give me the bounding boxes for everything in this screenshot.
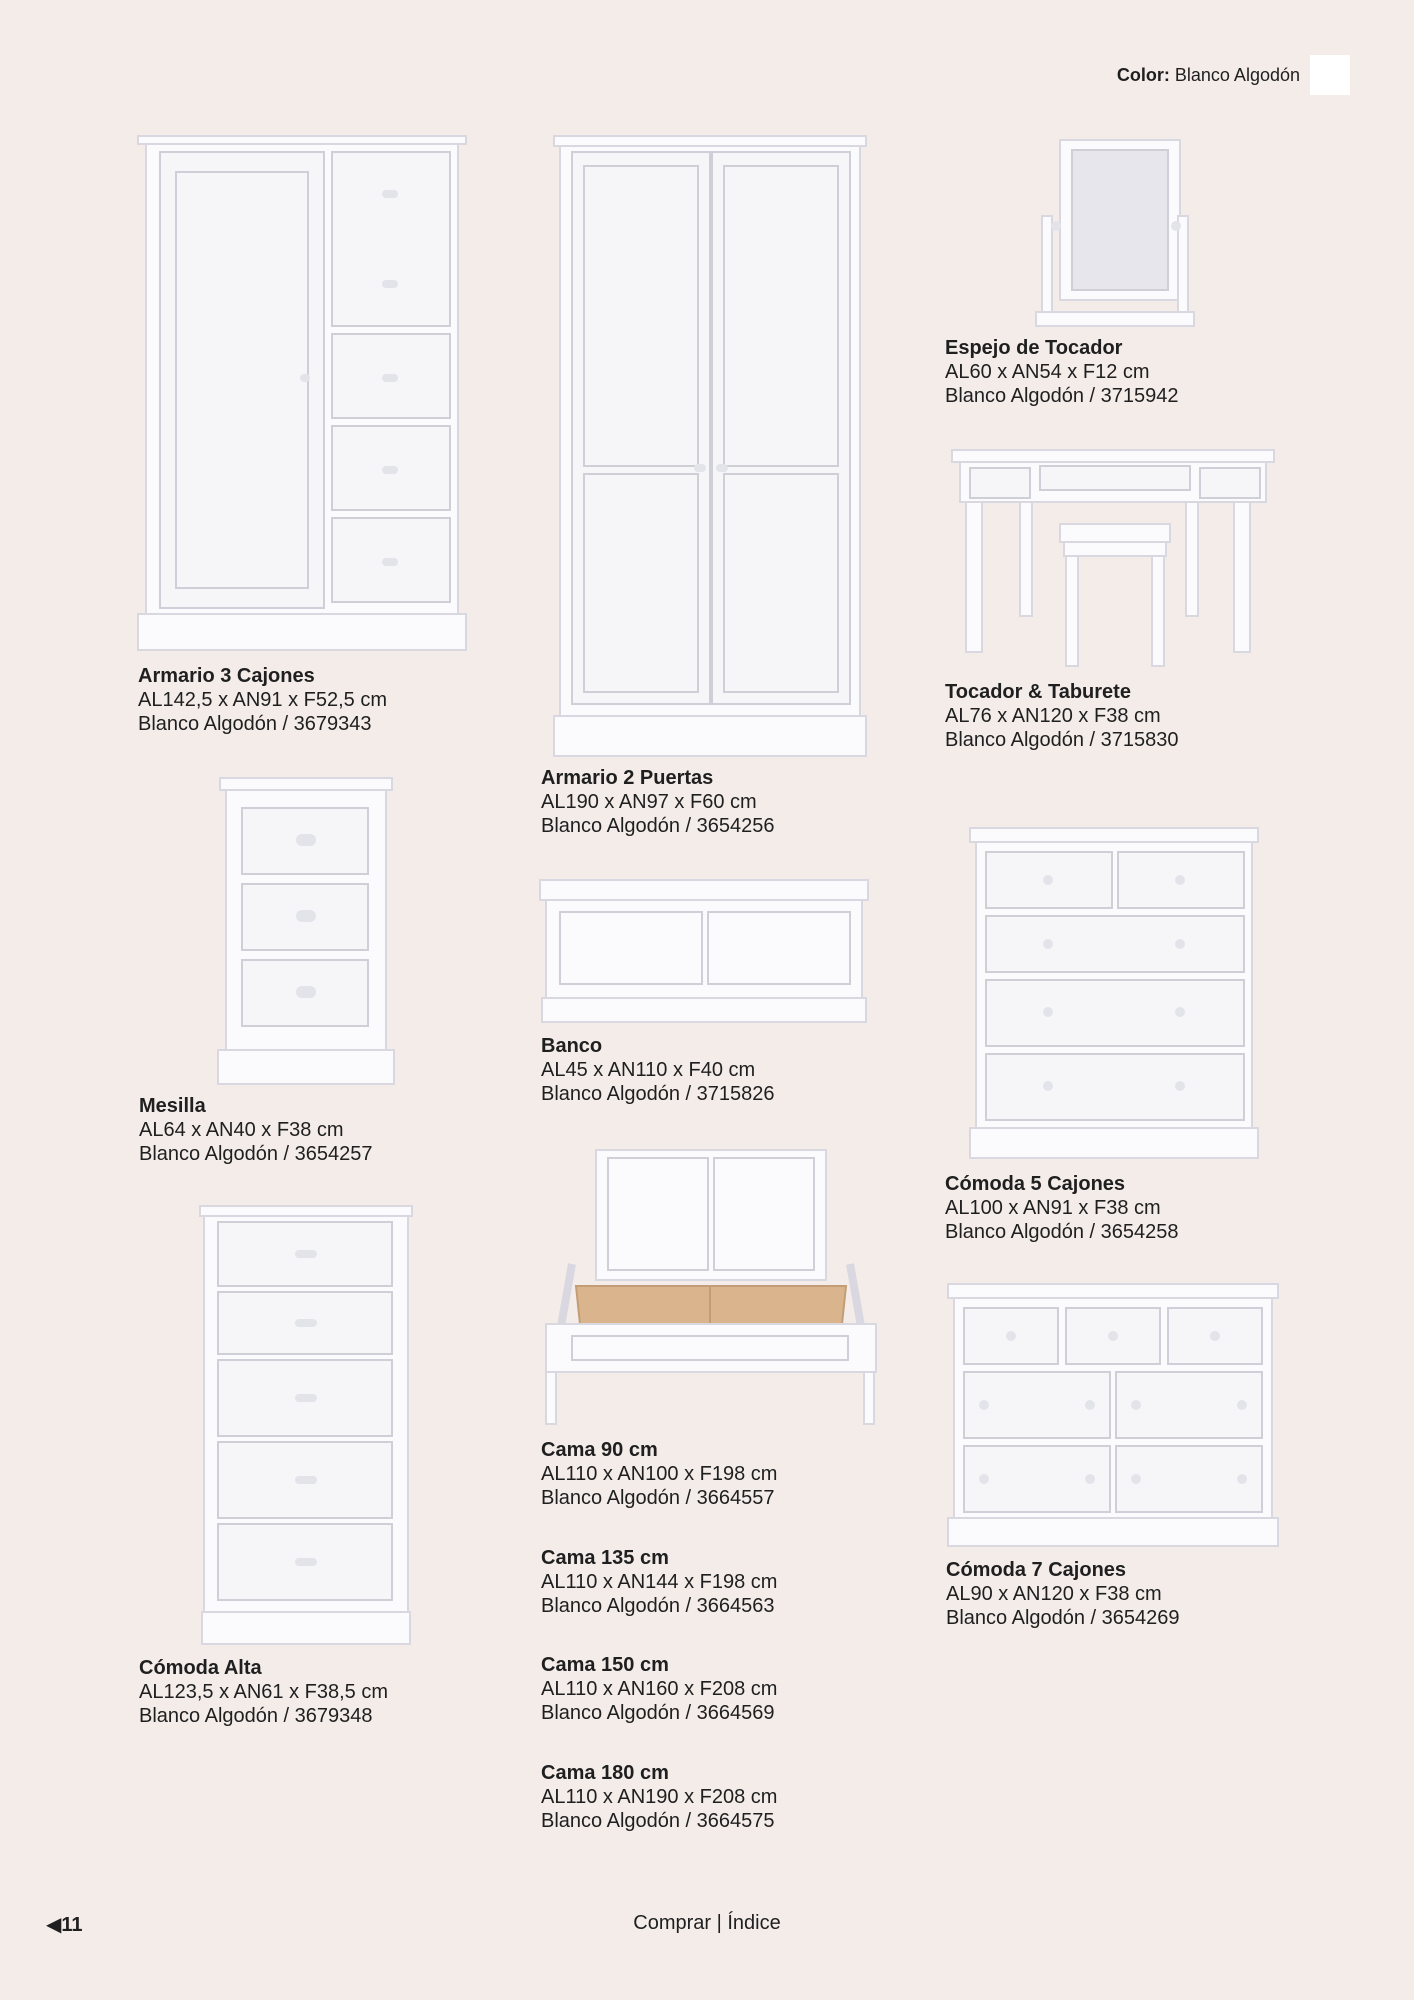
- product-name: Armario 2 Puertas: [541, 767, 714, 789]
- index-link[interactable]: Índice: [727, 1912, 781, 1934]
- color-indicator: [1117, 55, 1350, 95]
- product-cama-135: [541, 1546, 777, 1618]
- product-dimensions: AL110 x AN160 x F208 cm: [541, 1678, 778, 1700]
- product-dimensions: AL45 x AN110 x F40 cm: [541, 1059, 756, 1081]
- product-banco: [541, 1034, 775, 1106]
- product-code: Blanco Algodón / 3664575: [541, 1810, 775, 1832]
- product-dimensions: AL110 x AN144 x F198 cm: [541, 1571, 778, 1593]
- product-name: Armario 3 Cajones: [138, 665, 315, 687]
- color-value: Blanco Algodón: [1174, 64, 1300, 85]
- product-name: Mesilla: [139, 1095, 206, 1117]
- product-dimensions: AL90 x AN120 x F38 cm: [946, 1583, 1162, 1605]
- armario-3-cajones-image: [136, 134, 476, 656]
- product-code: Blanco Algodón / 3654256: [541, 815, 775, 837]
- banco-image: [538, 878, 870, 1026]
- product-code: Blanco Algodón / 3654257: [139, 1143, 373, 1165]
- product-comoda-5-cajones: [945, 1172, 1179, 1244]
- product-name: Cómoda 5 Cajones: [945, 1173, 1126, 1195]
- product-armario-2-puertas: [541, 766, 775, 838]
- product-name: Banco: [541, 1035, 603, 1057]
- product-name: Cama 90 cm: [541, 1439, 658, 1461]
- product-comoda-alta: [139, 1656, 388, 1728]
- espejo-tocador-image: [1026, 136, 1202, 332]
- product-espejo-tocador: [945, 336, 1179, 408]
- product-code: Blanco Algodón / 3654258: [945, 1221, 1179, 1243]
- product-cama-150: [541, 1653, 777, 1725]
- product-name: Cómoda 7 Cajones: [946, 1559, 1127, 1581]
- comoda-alta-image: [198, 1204, 414, 1648]
- product-name: Cama 135 cm: [541, 1547, 669, 1569]
- product-dimensions: AL190 x AN97 x F60 cm: [541, 791, 757, 813]
- product-code: Blanco Algodón / 3679343: [138, 713, 372, 735]
- product-comoda-7-cajones: [946, 1558, 1180, 1630]
- buy-link[interactable]: Comprar: [633, 1912, 712, 1934]
- color-text: [1117, 65, 1300, 86]
- armario-2-puertas-image: [552, 134, 870, 760]
- product-dimensions: AL110 x AN190 x F208 cm: [541, 1786, 778, 1808]
- product-name: Espejo de Tocador: [945, 337, 1123, 359]
- product-name: Cama 150 cm: [541, 1654, 669, 1676]
- product-dimensions: AL100 x AN91 x F38 cm: [945, 1197, 1161, 1219]
- product-dimensions: AL123,5 x AN61 x F38,5 cm: [139, 1681, 389, 1703]
- product-code: Blanco Algodón / 3664563: [541, 1595, 775, 1617]
- product-dimensions: AL76 x AN120 x F38 cm: [945, 705, 1161, 727]
- product-dimensions: AL60 x AN54 x F12 cm: [945, 361, 1150, 383]
- nav-separator: |: [716, 1912, 722, 1934]
- product-cama-90: [541, 1438, 777, 1510]
- product-code: Blanco Algodón / 3715942: [945, 385, 1179, 407]
- product-dimensions: AL64 x AN40 x F38 cm: [139, 1119, 344, 1141]
- product-name: Cómoda Alta: [139, 1657, 262, 1679]
- product-code: Blanco Algodón / 3679348: [139, 1705, 373, 1727]
- product-code: Blanco Algodón / 3664569: [541, 1702, 775, 1724]
- product-code: Blanco Algodón / 3715826: [541, 1083, 775, 1105]
- color-swatch: [1310, 55, 1350, 95]
- product-mesilla: [139, 1094, 373, 1166]
- mesilla-image: [216, 776, 396, 1088]
- product-name: Tocador & Taburete: [945, 681, 1131, 703]
- product-code: Blanco Algodón / 3664557: [541, 1487, 775, 1509]
- comoda-7-cajones-image: [946, 1282, 1280, 1550]
- color-label: Color:: [1116, 64, 1170, 85]
- tocador-taburete-image: [950, 448, 1278, 670]
- product-dimensions: AL110 x AN100 x F198 cm: [541, 1463, 778, 1485]
- product-code: Blanco Algodón / 3654269: [946, 1607, 1180, 1629]
- product-armario-3-cajones: [138, 664, 387, 736]
- cama-image: [542, 1146, 880, 1428]
- product-code: Blanco Algodón / 3715830: [945, 729, 1179, 751]
- product-tocador-taburete: [945, 680, 1179, 752]
- product-dimensions: AL142,5 x AN91 x F52,5 cm: [138, 689, 388, 711]
- comoda-5-cajones-image: [968, 826, 1260, 1162]
- product-name: Cama 180 cm: [541, 1762, 669, 1784]
- page-number[interactable]: ◀11: [46, 1914, 83, 1936]
- footer-nav: [0, 1912, 1414, 1935]
- product-cama-180: [541, 1761, 777, 1833]
